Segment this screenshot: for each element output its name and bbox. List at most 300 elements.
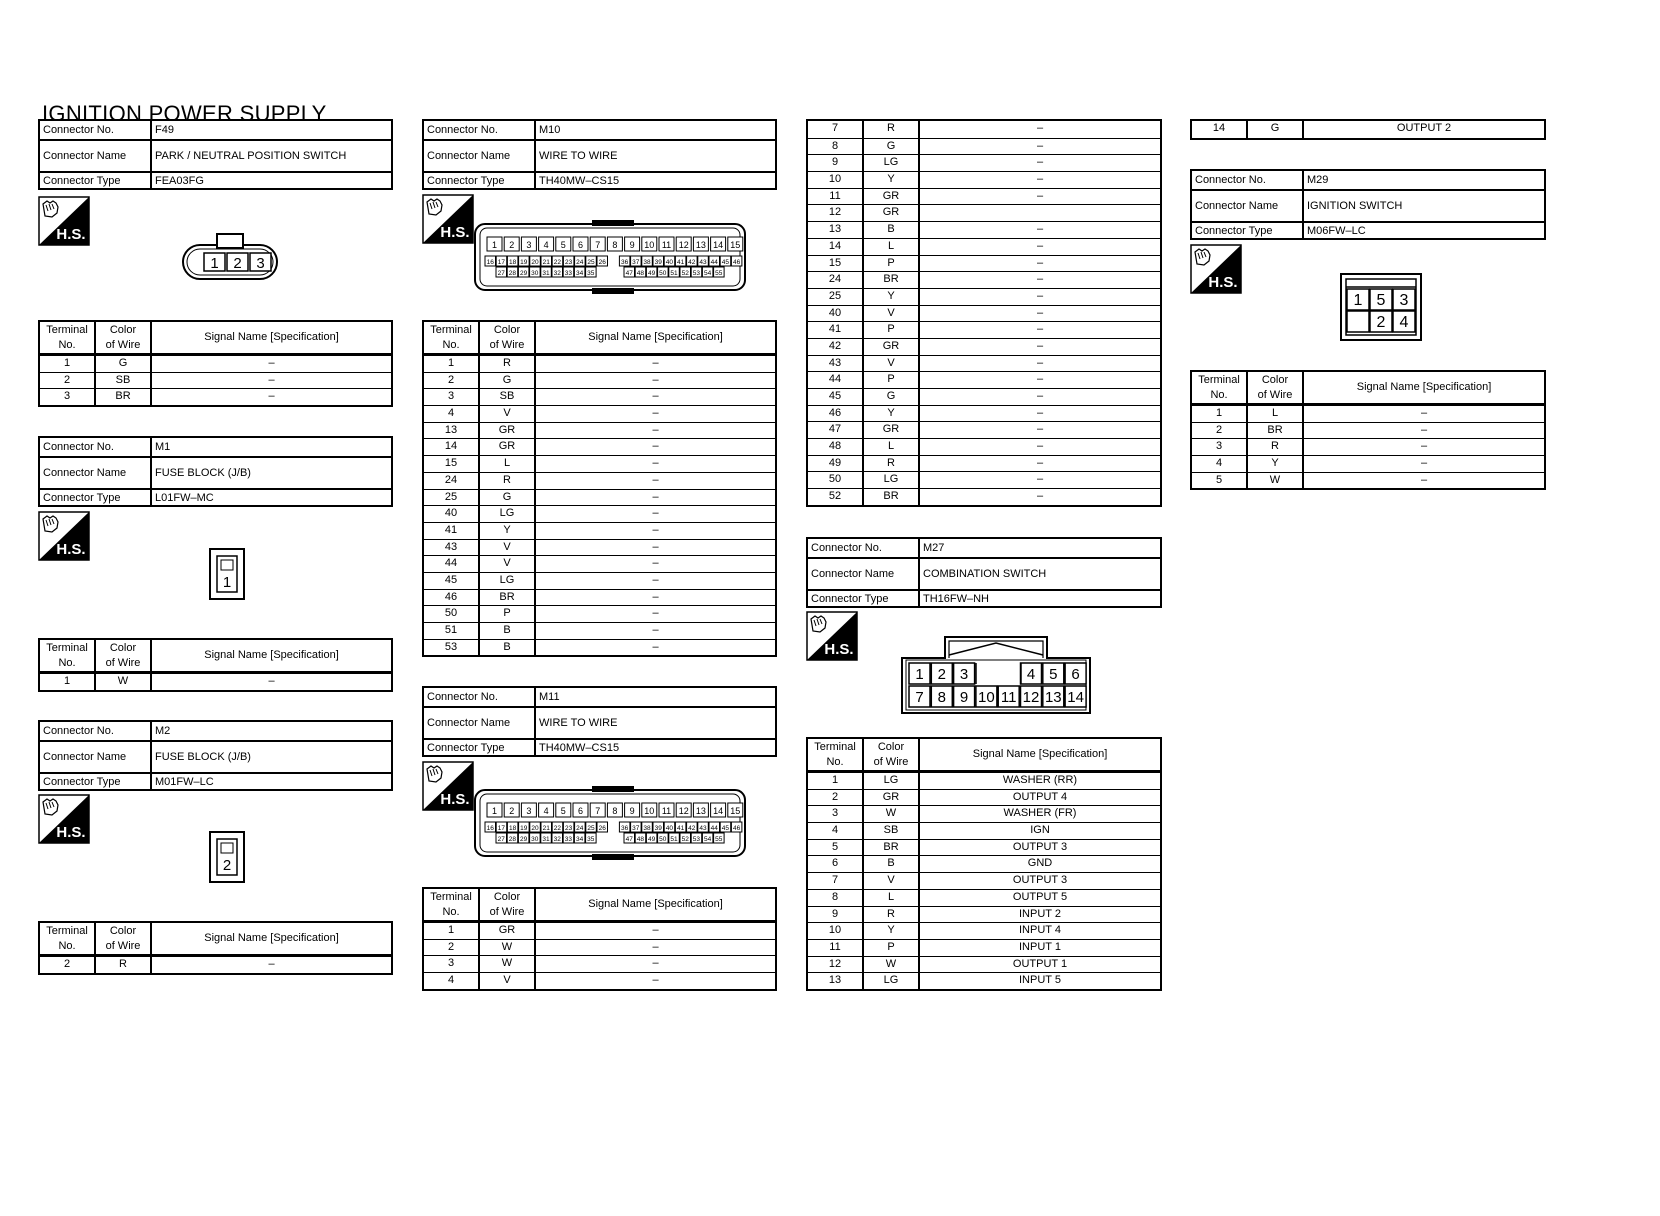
wire-color: W: [96, 674, 152, 690]
wire-color: W: [864, 957, 920, 973]
svg-text:45: 45: [721, 825, 730, 832]
table-row: [40, 673, 391, 690]
signal-name: –: [652, 523, 659, 536]
svg-text:11: 11: [661, 806, 672, 816]
terminal-no: 8: [808, 139, 864, 155]
header-signal: Signal Name [Specification]: [588, 331, 723, 343]
table-row: [424, 605, 775, 622]
wire-color: LG: [480, 506, 536, 522]
signal-name: –: [1036, 156, 1044, 169]
svg-text:35: 35: [587, 836, 595, 843]
label-connector-type: Connector Type: [808, 591, 920, 606]
label-connector-no: Connector No.: [424, 121, 536, 139]
signal-name: –: [268, 958, 275, 970]
wire-color: BR: [96, 389, 152, 405]
label-connector-type: Connector Type: [40, 173, 152, 188]
signal-name: –: [1036, 139, 1044, 152]
label-connector-name: Connector Name: [424, 708, 536, 738]
table-row: [808, 438, 1160, 455]
table-row: [808, 288, 1160, 305]
table-row: [808, 221, 1160, 238]
svg-text:50: 50: [659, 836, 667, 843]
svg-text:36: 36: [620, 825, 629, 832]
wire-color: G: [480, 490, 536, 506]
terminal-no: 52: [808, 489, 864, 505]
terminal-no: 8: [808, 890, 864, 906]
svg-text:2: 2: [1376, 314, 1386, 331]
svg-text:39: 39: [654, 259, 662, 266]
header-terminal: Terminal No.: [808, 739, 864, 770]
signal-name: IGN: [1030, 824, 1050, 837]
table-row: [424, 472, 775, 489]
svg-text:13: 13: [695, 806, 706, 816]
terminal-table-m1: [38, 638, 393, 692]
svg-text:3: 3: [256, 255, 265, 272]
table-row: [808, 421, 1160, 438]
signal-name: –: [652, 924, 659, 936]
connector-face-diagram: [474, 219, 746, 295]
harness-side-icon: [38, 794, 90, 844]
svg-text:16: 16: [486, 825, 494, 832]
label-connector-no: Connector No.: [424, 688, 536, 706]
terminal-no: 41: [808, 322, 864, 338]
connector-face-diagram: [209, 548, 245, 600]
svg-text:8: 8: [937, 689, 946, 706]
svg-text:4: 4: [543, 240, 549, 250]
terminal-no: 46: [808, 406, 864, 422]
svg-text:19: 19: [520, 825, 528, 832]
table-row: [424, 522, 775, 539]
signal-name: –: [1036, 490, 1044, 503]
svg-text:6: 6: [577, 806, 584, 816]
signal-name: –: [652, 590, 659, 603]
terminal-no: 3: [1192, 439, 1248, 455]
signal-name: –: [268, 675, 275, 687]
signal-name: –: [268, 357, 275, 369]
header-color: Color of Wire: [96, 923, 152, 954]
terminal-no: 44: [808, 372, 864, 388]
svg-text:20: 20: [531, 825, 539, 832]
table-row: [808, 405, 1160, 422]
wire-color: LG: [864, 773, 920, 789]
svg-text:27: 27: [497, 836, 505, 843]
svg-text:8: 8: [612, 240, 618, 250]
svg-text:45: 45: [721, 259, 730, 266]
table-row: [424, 372, 775, 389]
svg-text:H.S.: H.S.: [824, 641, 854, 658]
signal-name: [920, 205, 1160, 221]
svg-text:47: 47: [625, 836, 633, 843]
terminal-table-m29: [1190, 370, 1546, 490]
connector-info-m11: [422, 686, 777, 757]
signal-name: –: [652, 573, 659, 586]
wire-color: R: [864, 456, 920, 472]
connector-face-diagram: [209, 831, 245, 883]
signal-name: –: [1036, 122, 1044, 134]
svg-text:26: 26: [598, 825, 606, 832]
svg-text:5: 5: [560, 806, 566, 816]
table-row: [808, 471, 1160, 488]
signal-name: –: [652, 423, 659, 436]
header-signal: Signal Name [Specification]: [972, 748, 1108, 760]
svg-text:4: 4: [1399, 314, 1409, 331]
svg-text:H.S.: H.S.: [440, 791, 470, 808]
table-row: [424, 572, 775, 589]
svg-text:31: 31: [542, 270, 550, 277]
label-connector-type: Connector Type: [424, 173, 536, 188]
svg-text:7: 7: [915, 689, 924, 706]
svg-text:1: 1: [210, 255, 219, 272]
connector-name: IGNITION SWITCH: [1307, 200, 1403, 212]
svg-text:13: 13: [1044, 689, 1062, 706]
connector-name: PARK / NEUTRAL POSITION SWITCH: [155, 150, 347, 162]
signal-name: –: [1036, 256, 1044, 269]
svg-text:23: 23: [564, 259, 573, 266]
terminal-no: 2: [1192, 423, 1248, 439]
harness-side-icon: [38, 196, 90, 246]
svg-text:6: 6: [1071, 666, 1080, 683]
wire-color: P: [864, 256, 920, 272]
terminal-no: 2: [424, 373, 480, 389]
svg-text:49: 49: [647, 270, 656, 277]
table-row: [808, 355, 1160, 372]
table-row: [808, 121, 1160, 138]
table-row: [808, 271, 1160, 288]
terminal-no: 10: [808, 923, 864, 939]
table-row: [808, 839, 1160, 856]
table-row: [424, 539, 775, 556]
svg-text:53: 53: [692, 836, 701, 843]
svg-text:29: 29: [519, 270, 528, 277]
wire-color: BR: [864, 840, 920, 856]
table-row: [808, 154, 1160, 171]
terminal-no: 4: [808, 823, 864, 839]
svg-text:18: 18: [508, 825, 517, 832]
signal-name: –: [1036, 223, 1044, 236]
header-signal: Signal Name [Specification]: [204, 932, 339, 944]
svg-text:12: 12: [678, 806, 689, 816]
terminal-no: 2: [808, 790, 864, 806]
wire-color: B: [480, 640, 536, 656]
wire-color: R: [1248, 439, 1304, 455]
svg-text:2: 2: [509, 806, 515, 816]
wire-color: L: [864, 439, 920, 455]
svg-text:H.S.: H.S.: [56, 541, 86, 558]
terminal-table-m11: [422, 887, 777, 991]
wire-color: B: [864, 856, 920, 872]
wire-color: R: [480, 473, 536, 489]
svg-text:55: 55: [715, 270, 723, 277]
table-row: [40, 355, 391, 372]
svg-text:7: 7: [595, 806, 601, 816]
wire-color: GR: [480, 923, 536, 939]
signal-name: WASHER (RR): [1002, 774, 1078, 786]
harness-side-icon: [806, 611, 858, 661]
label-connector-name: Connector Name: [40, 458, 152, 488]
signal-name: OUTPUT 1: [1012, 957, 1068, 970]
svg-text:2: 2: [233, 255, 242, 272]
connector-no: M27: [923, 542, 945, 554]
terminal-no: 3: [808, 806, 864, 822]
svg-text:36: 36: [620, 259, 629, 266]
header-signal: Signal Name [Specification]: [204, 649, 339, 661]
wire-color: GR: [480, 439, 536, 455]
svg-text:10: 10: [644, 240, 655, 250]
terminal-no: 45: [424, 573, 480, 589]
signal-name: –: [652, 624, 659, 636]
terminal-table-f49: [38, 320, 393, 407]
signal-name: –: [1036, 440, 1044, 453]
signal-name: INPUT 5: [1019, 974, 1061, 987]
connector-type: TH40MW–CS15: [539, 741, 620, 754]
svg-text:5: 5: [560, 240, 566, 250]
signal-name: –: [1420, 473, 1428, 486]
svg-text:47: 47: [625, 270, 633, 277]
svg-text:11: 11: [661, 240, 672, 250]
svg-text:30: 30: [531, 836, 539, 843]
svg-text:10: 10: [644, 806, 655, 816]
table-row: [808, 455, 1160, 472]
label-connector-type: Connector Type: [40, 490, 152, 505]
svg-text:H.S.: H.S.: [56, 226, 86, 243]
harness-side-icon: [422, 761, 474, 811]
table-row: [1192, 422, 1544, 439]
svg-text:22: 22: [553, 259, 562, 266]
connector-info-f49: [38, 119, 393, 190]
svg-text:15: 15: [730, 806, 741, 816]
svg-text:54: 54: [703, 836, 712, 843]
svg-text:18: 18: [508, 259, 517, 266]
wire-color: SB: [864, 823, 920, 839]
connector-info-m10: [422, 119, 777, 190]
terminal-no: 14: [1192, 121, 1248, 138]
svg-text:13: 13: [695, 240, 706, 250]
connector-no: M10: [539, 124, 561, 136]
svg-text:29: 29: [519, 836, 528, 843]
wire-color: G: [1248, 121, 1304, 138]
terminal-no: 48: [808, 439, 864, 455]
svg-text:1: 1: [222, 574, 232, 591]
table-row: [424, 922, 775, 939]
svg-text:12: 12: [1022, 689, 1040, 706]
wire-color: LG: [864, 155, 920, 171]
signal-name: –: [1036, 406, 1044, 419]
table-row: [808, 889, 1160, 906]
terminal-no: 25: [424, 490, 480, 506]
svg-text:21: 21: [542, 825, 550, 832]
table-row: [808, 238, 1160, 255]
terminal-no: 11: [808, 940, 864, 956]
wire-color: GR: [864, 205, 920, 221]
terminal-no: 12: [808, 957, 864, 973]
header-color: Color of Wire: [480, 322, 536, 353]
wire-color: GR: [864, 339, 920, 355]
table-row: [808, 321, 1160, 338]
label-connector-no: Connector No.: [808, 539, 920, 557]
terminal-no: 42: [808, 339, 864, 355]
signal-name: –: [1036, 423, 1044, 436]
svg-text:52: 52: [681, 270, 689, 277]
svg-text:19: 19: [520, 259, 528, 266]
signal-name: –: [1036, 239, 1044, 252]
label-connector-name: Connector Name: [424, 141, 536, 171]
svg-text:40: 40: [665, 259, 674, 266]
svg-text:1: 1: [1353, 292, 1363, 309]
connector-no: M2: [155, 725, 171, 737]
svg-text:48: 48: [636, 836, 645, 843]
terminal-no: 3: [40, 389, 96, 405]
table-row: [808, 956, 1160, 973]
header-terminal: Terminal No.: [1192, 372, 1248, 403]
table-row: [1192, 405, 1544, 422]
terminal-no: 4: [424, 406, 480, 422]
wire-color: Y: [864, 923, 920, 939]
table-row: [808, 171, 1160, 188]
connector-name: FUSE BLOCK (J/B): [155, 751, 251, 763]
header-terminal: Terminal No.: [424, 889, 480, 920]
svg-text:44: 44: [710, 259, 718, 266]
terminal-no: 1: [424, 356, 480, 372]
svg-text:26: 26: [598, 259, 606, 266]
signal-name: –: [652, 390, 659, 403]
label-connector-type: Connector Type: [1192, 223, 1304, 238]
terminal-no: 4: [424, 973, 480, 989]
svg-text:6: 6: [577, 240, 584, 250]
wire-color: GR: [864, 790, 920, 806]
terminal-no: 13: [808, 973, 864, 989]
signal-name: OUTPUT 4: [1012, 790, 1068, 803]
table-row: [424, 405, 775, 422]
terminal-table-m27_cont: [1190, 119, 1546, 140]
table-row: [808, 855, 1160, 872]
terminal-no: 13: [808, 222, 864, 238]
wire-color: L: [480, 456, 536, 472]
table-row: [424, 422, 775, 439]
label-connector-name: Connector Name: [1192, 191, 1304, 221]
svg-text:2: 2: [937, 666, 946, 683]
table-row: [1192, 121, 1544, 138]
signal-name: –: [1036, 373, 1044, 386]
svg-text:39: 39: [654, 825, 662, 832]
svg-text:9: 9: [629, 806, 635, 816]
table-row: [808, 772, 1160, 789]
table-row: [808, 138, 1160, 155]
connector-type: M01FW–LC: [155, 775, 214, 788]
wire-color: W: [480, 940, 536, 956]
terminal-no: 6: [808, 856, 864, 872]
svg-text:38: 38: [643, 825, 651, 832]
harness-side-icon: [422, 194, 474, 244]
signal-name: –: [652, 507, 659, 520]
svg-text:32: 32: [553, 836, 561, 843]
terminal-table-m2: [38, 921, 393, 975]
table-row: [808, 872, 1160, 889]
wire-color: BR: [864, 489, 920, 505]
terminal-table-m10: [422, 320, 777, 657]
terminal-no: 3: [424, 389, 480, 405]
table-row: [808, 388, 1160, 405]
signal-name: OUTPUT 3: [1012, 840, 1068, 853]
svg-text:11: 11: [1000, 689, 1017, 706]
svg-text:3: 3: [526, 240, 532, 250]
svg-text:25: 25: [587, 825, 595, 832]
signal-name: –: [652, 557, 659, 570]
connector-name: WIRE TO WIRE: [539, 150, 618, 162]
wire-color: V: [864, 873, 920, 889]
terminal-no: 12: [808, 205, 864, 221]
svg-text:53: 53: [692, 270, 701, 277]
header-signal: Signal Name [Specification]: [204, 331, 339, 343]
wire-color: L: [864, 239, 920, 255]
connector-name: FUSE BLOCK (J/B): [155, 467, 251, 479]
table-row: [808, 204, 1160, 221]
table-row: [424, 955, 775, 972]
table-row: [808, 805, 1160, 822]
wire-color: W: [1248, 473, 1304, 489]
svg-text:1: 1: [491, 806, 498, 816]
terminal-no: 47: [808, 422, 864, 438]
signal-name: –: [1036, 273, 1044, 286]
terminal-no: 40: [424, 506, 480, 522]
svg-text:4: 4: [543, 806, 549, 816]
svg-text:30: 30: [531, 270, 539, 277]
svg-text:3: 3: [959, 666, 969, 683]
terminal-no: 2: [424, 940, 480, 956]
label-connector-type: Connector Type: [40, 774, 152, 789]
terminal-no: 49: [808, 456, 864, 472]
connector-no: M1: [155, 441, 171, 453]
connector-face-diagram: [474, 785, 746, 861]
svg-text:21: 21: [542, 259, 550, 266]
table-row: [1192, 438, 1544, 455]
svg-text:H.S.: H.S.: [1208, 274, 1238, 291]
svg-text:31: 31: [542, 836, 550, 843]
wire-color: V: [480, 556, 536, 572]
wire-color: R: [864, 907, 920, 923]
table-row: [424, 589, 775, 606]
table-row: [40, 388, 391, 405]
terminal-no: 14: [808, 239, 864, 255]
connector-info-m2: [38, 720, 393, 791]
wire-color: G: [96, 356, 152, 372]
table-row: [808, 488, 1160, 505]
terminal-no: 43: [424, 540, 480, 556]
terminal-no: 44: [424, 556, 480, 572]
terminal-no: 1: [40, 674, 96, 690]
label-connector-no: Connector No.: [40, 438, 152, 456]
svg-text:42: 42: [688, 259, 696, 266]
wire-color: L: [1248, 406, 1304, 422]
svg-text:12: 12: [678, 240, 689, 250]
svg-text:H.S.: H.S.: [440, 224, 470, 241]
table-row: [424, 388, 775, 405]
svg-text:14: 14: [713, 806, 724, 816]
wire-color: Y: [480, 523, 536, 539]
table-row: [808, 922, 1160, 939]
connector-info-m29: [1190, 169, 1546, 240]
svg-text:51: 51: [670, 836, 678, 843]
terminal-no: 46: [424, 590, 480, 606]
table-row: [808, 338, 1160, 355]
svg-text:8: 8: [612, 806, 618, 816]
wire-color: SB: [96, 373, 152, 389]
wire-color: Y: [864, 406, 920, 422]
wire-color: B: [864, 222, 920, 238]
svg-text:24: 24: [576, 259, 584, 266]
svg-text:37: 37: [632, 259, 640, 266]
harness-side-icon: [1190, 244, 1242, 294]
terminal-no: 15: [808, 256, 864, 272]
